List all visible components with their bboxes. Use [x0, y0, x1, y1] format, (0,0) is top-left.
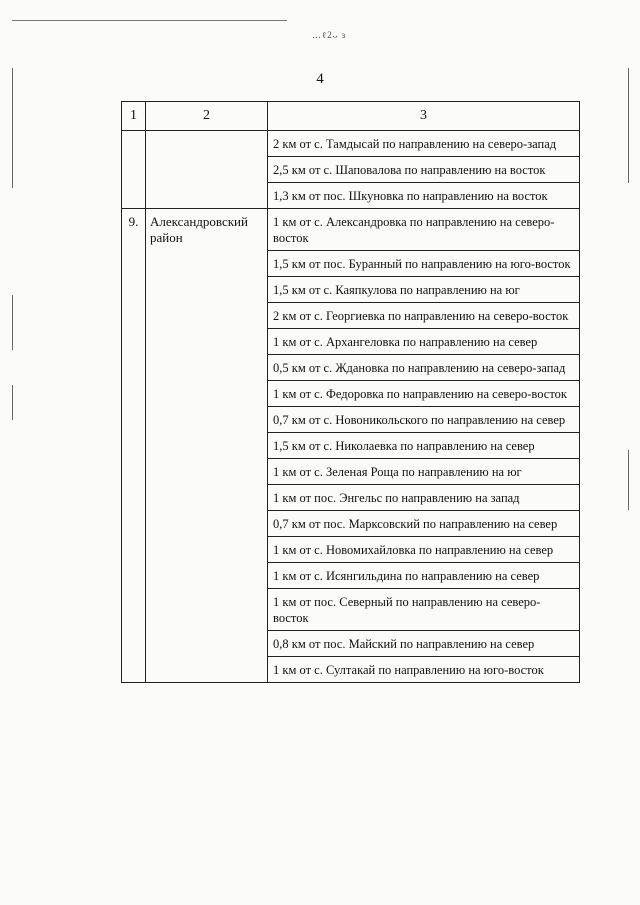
scan-edge-mark — [628, 450, 629, 510]
location-entry: 0,7 км от с. Новоникольского по направлению на север — [268, 407, 579, 433]
locations-table — [121, 101, 580, 683]
scan-edge-mark — [12, 295, 13, 350]
row-number: 9. — [122, 209, 146, 683]
table-row — [122, 209, 580, 683]
location-entry: 1 км от с. Новомихайловка по направлению на север — [268, 537, 579, 563]
district-name: Александровский район — [146, 209, 268, 683]
location-entry: 1,5 км от пос. Буранный по направлению на юго-восток — [268, 251, 579, 277]
location-entry: 2,5 км от с. Шаповалова по направлению на восток — [268, 157, 579, 183]
location-entry: 2 км от с. Тамдысай по направлению на северо-запад — [268, 131, 579, 157]
location-entries — [268, 131, 580, 209]
location-entry: 1,3 км от пос. Шкуновка по направлению на восток — [273, 189, 548, 203]
location-entry: 1 км от с. Александровка по направлению на северо-восток — [268, 209, 579, 251]
location-entry: 0,8 км от пос. Майский по направлению на север — [268, 631, 579, 657]
scan-edge-mark — [12, 385, 13, 420]
scan-border-line — [12, 20, 287, 21]
table-body — [122, 131, 580, 683]
location-entry: 2 км от с. Георгиевка по направлению на северо-восток — [268, 303, 579, 329]
location-entry: 1 км от пос. Энгельс по направлению на запад — [268, 485, 579, 511]
table-row — [122, 131, 580, 209]
page-number: 4 — [316, 71, 324, 87]
location-entry: 1 км от с. Архангеловка по направлению на север — [268, 329, 579, 355]
location-entry: 1,5 км от с. Николаевка по направлению на север — [268, 433, 579, 459]
column-header-2: 2 — [146, 102, 268, 131]
location-entry: 1 км от с. Султакай по направлению на юго-восток — [273, 663, 544, 677]
row-number — [122, 131, 146, 209]
location-entry: 1,5 км от с. Каяпкулова по направлению на юг — [268, 277, 579, 303]
location-entry: 1 км от с. Зеленая Роща по направлению на юг — [268, 459, 579, 485]
location-entry: 1 км от с. Федоровка по направлению на северо-восток — [268, 381, 579, 407]
location-entry: 1 км от пос. Северный по направлению на северо-восток — [268, 589, 579, 631]
scan-mark: …ℓ2ᴗ ɜ — [312, 30, 347, 40]
district-name — [146, 131, 268, 209]
column-header-3: 3 — [268, 102, 580, 131]
table-header-row — [122, 102, 580, 131]
location-entry: 1 км от с. Исянгильдина по направлению на север — [268, 563, 579, 589]
location-entry: 0,5 км от с. Ждановка по направлению на северо-запад — [268, 355, 579, 381]
location-entries — [268, 209, 580, 683]
location-entry: 0,7 км от пос. Марксовский по направлению на север — [268, 511, 579, 537]
column-header-1: 1 — [122, 102, 146, 131]
